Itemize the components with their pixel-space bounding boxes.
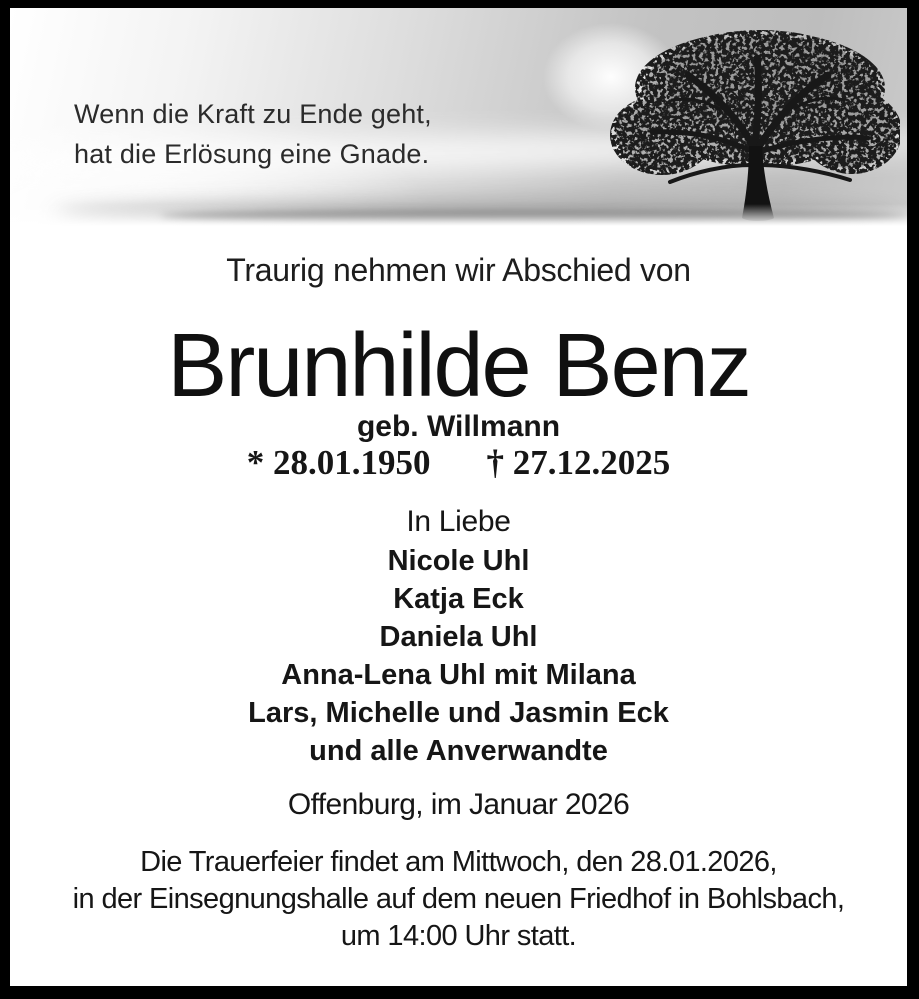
birth-date: * 28.01.1950: [246, 443, 431, 482]
death-date: † 27.12.2025: [486, 443, 671, 482]
mourner-name: Lars, Michelle und Jasmin Eck: [248, 697, 669, 729]
quote-line-1: Wenn die Kraft zu Ende geht,: [74, 99, 432, 129]
obituary-page: [10, 8, 907, 986]
service-info-line: um 14:00 Uhr statt.: [340, 920, 577, 952]
service-info: [10, 844, 907, 955]
quote-line-2: hat die Erlösung eine Gnade.: [74, 139, 430, 169]
mourners-list: [10, 542, 907, 770]
memorial-header-image: [10, 8, 907, 230]
hero-bottom-fade: [10, 204, 907, 230]
mourner-name: und alle Anverwandte: [309, 735, 608, 767]
life-dates: [10, 443, 907, 483]
tree-silhouette-icon: [600, 20, 900, 226]
intro-line: Traurig nehmen wir Abschied von: [226, 252, 691, 288]
mourner-name: Anna-Lena Uhl mit Milana: [281, 659, 636, 691]
mourner-name: Daniela Uhl: [379, 621, 538, 653]
salutation: In Liebe: [406, 505, 511, 538]
service-info-line: Die Trauerfeier findet am Mittwoch, den 28.01.2026,: [140, 846, 777, 878]
service-info-line: in der Einsegnungshalle auf dem neuen Friedhof in Bohlsbach,: [72, 883, 845, 915]
mourner-name: Katja Eck: [393, 583, 524, 615]
memorial-quote: [74, 94, 432, 174]
mourner-name: Nicole Uhl: [387, 545, 530, 577]
maiden-name: geb. Willmann: [356, 410, 561, 443]
place-date: Offenburg, im Januar 2026: [287, 788, 630, 821]
deceased-name: Brunhilde Benz: [167, 316, 750, 416]
